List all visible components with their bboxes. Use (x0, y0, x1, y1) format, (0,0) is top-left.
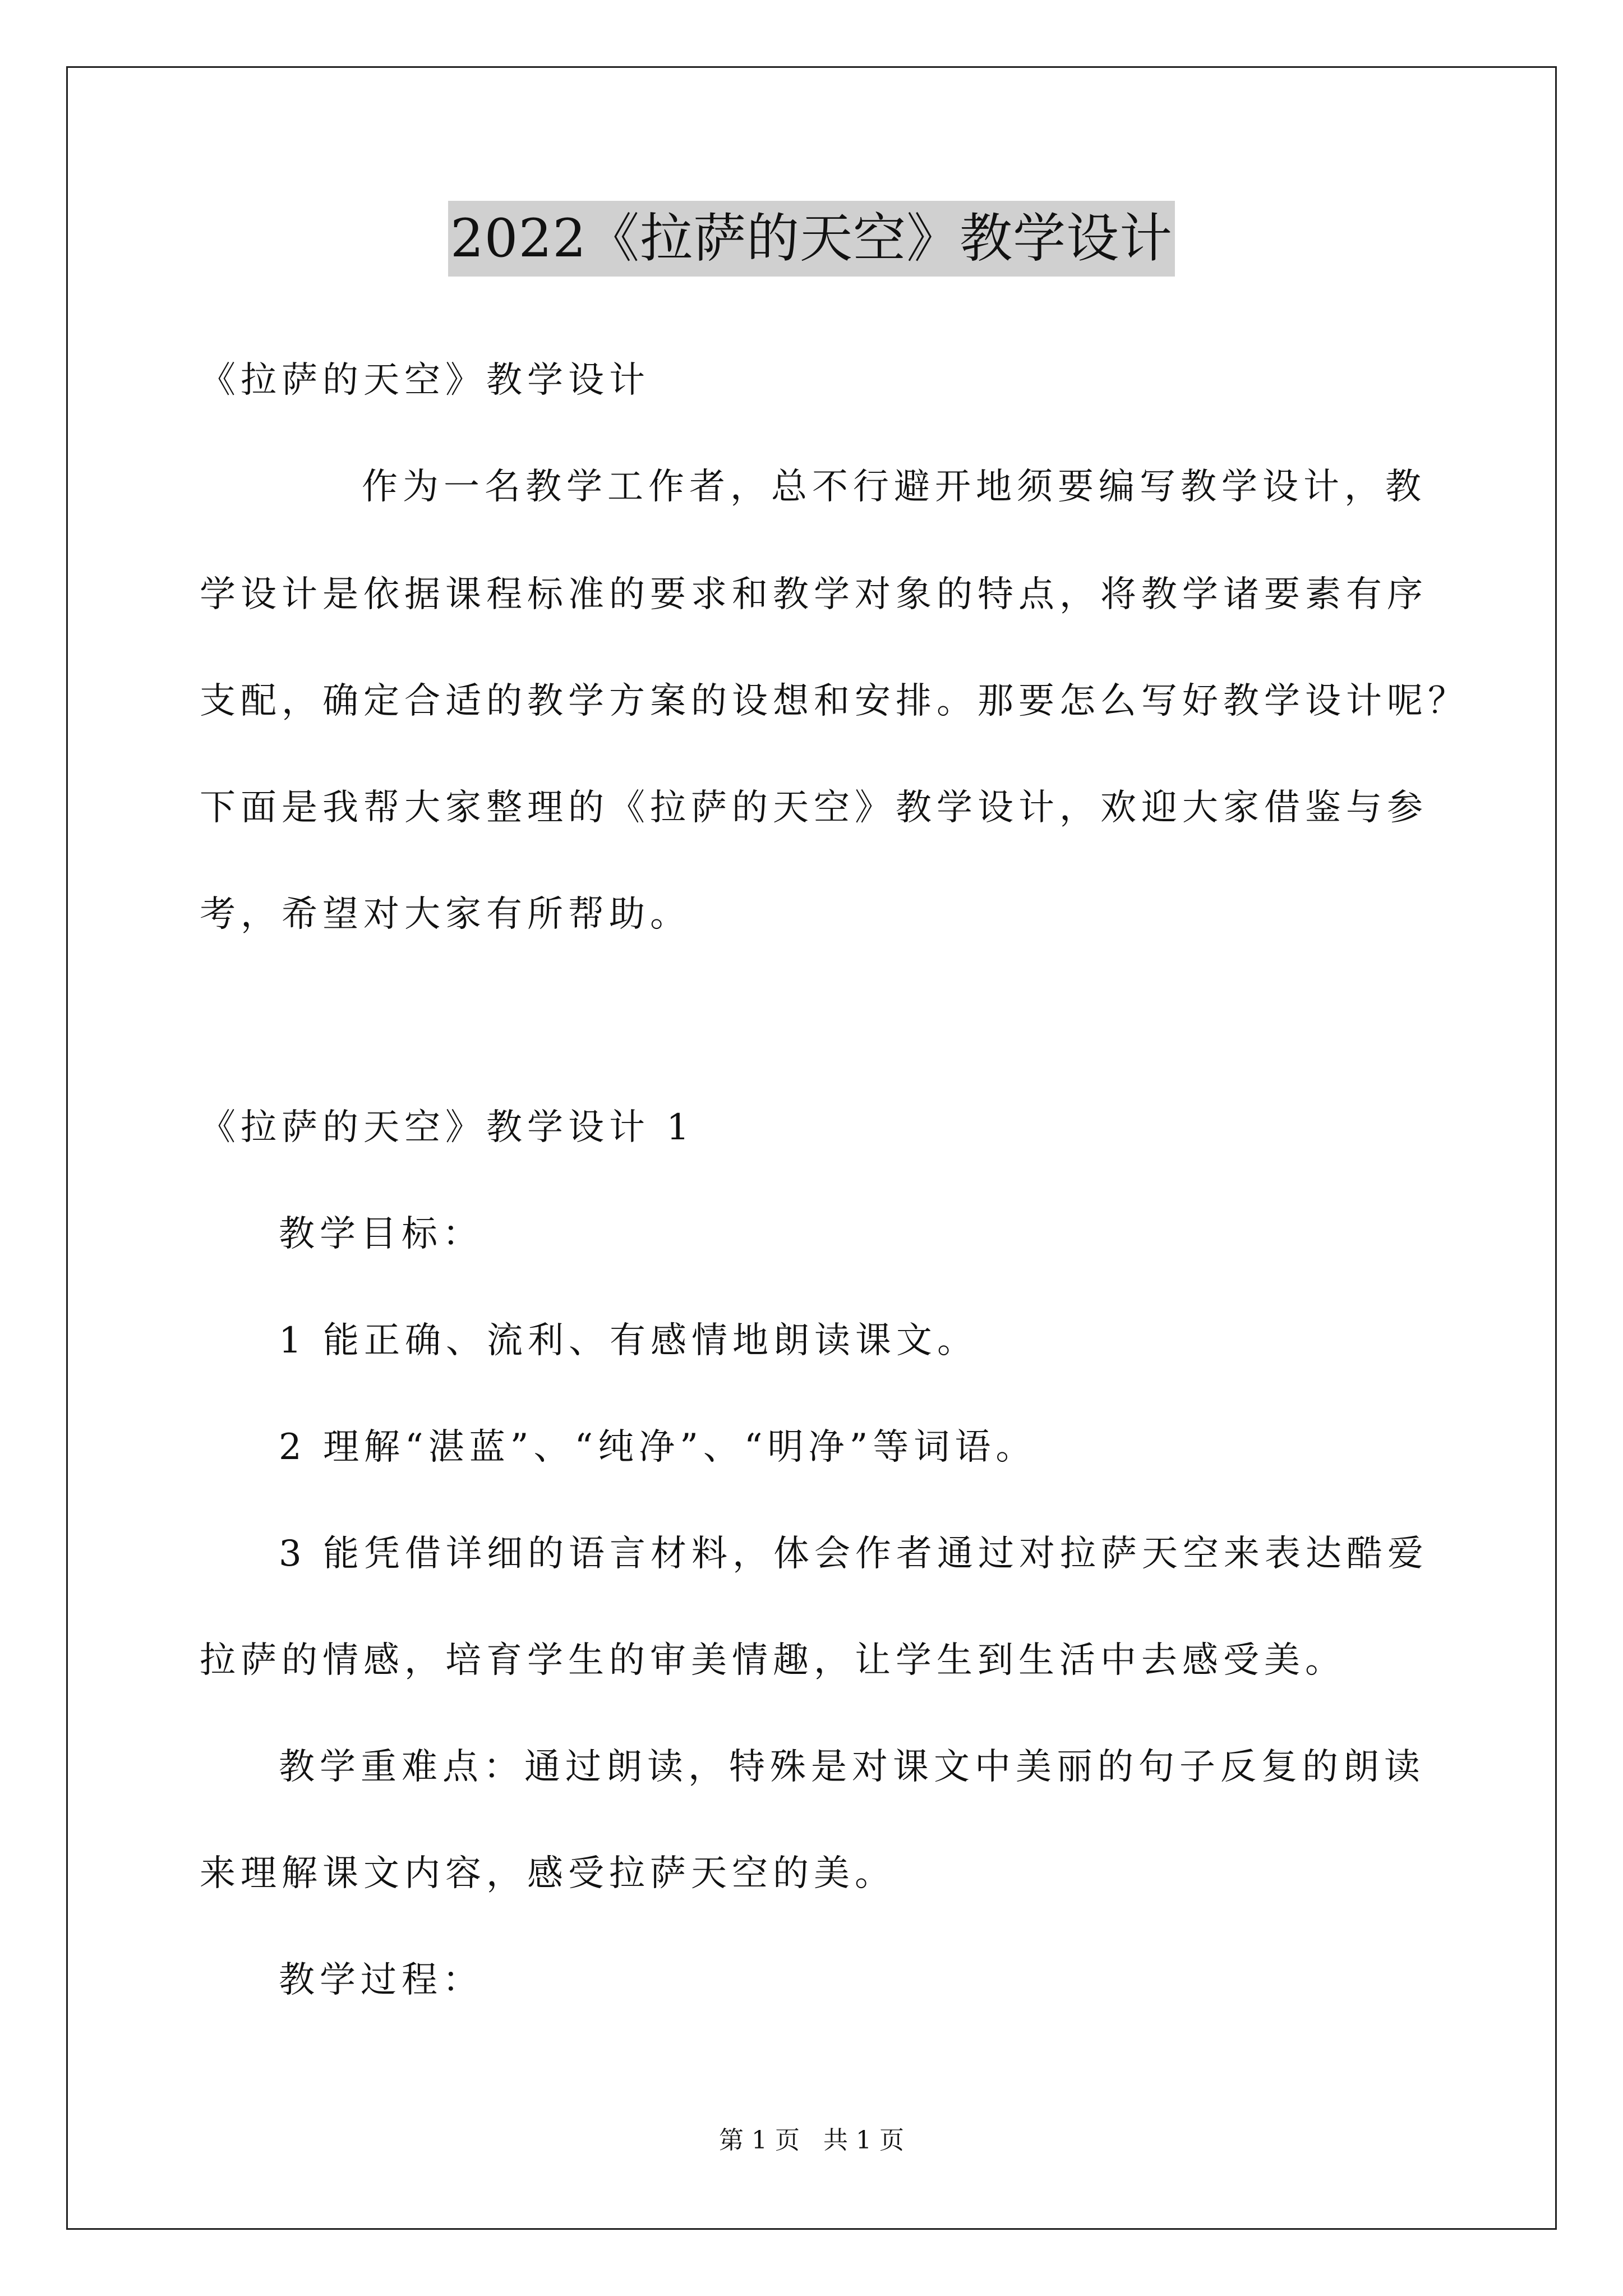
page-footer (0, 2125, 1623, 2156)
title-container (0, 201, 1623, 277)
intro-line-4: 下面是我帮大家整理的《拉萨的天空》教学设计，欢迎大家借鉴与参 (200, 787, 1428, 829)
intro-line-3: 支配，确定合适的教学方案的设想和安排。那要怎么写好教学设计呢？ (200, 680, 1469, 722)
section-heading: 《拉萨的天空》教学设计 1 (200, 1107, 695, 1148)
goal-2: 2 理解“湛蓝”、“纯净”、“明净”等词语。 (279, 1427, 1037, 1468)
intro-line-5: 考，希望对大家有所帮助。 (200, 894, 691, 935)
page-number-total: 共 1 页 (823, 2126, 904, 2155)
goal-3-line-2: 拉萨的情感，培育学生的审美情趣，让学生到生活中去感受美。 (200, 1640, 1346, 1681)
process-heading: 教学过程： (279, 1959, 483, 2001)
goals-heading: 教学目标： (279, 1213, 483, 1255)
key-points-line-2: 来理解课文内容，感受拉萨天空的美。 (200, 1853, 896, 1894)
intro-line-1: 作为一名教学工作者，总不行避开地须要编写教学设计，教 (362, 466, 1426, 508)
goal-3-line-1: 3 能凭借详细的语言材料，体会作者通过对拉萨天空来表达酷爱 (279, 1533, 1429, 1575)
goal-1: 1 能正确、流利、有感情地朗读课文。 (279, 1320, 979, 1361)
page-number-current: 第 1 页 (719, 2126, 800, 2155)
intro-line-2: 学设计是依据课程标准的要求和教学对象的特点，将教学诸要素有序 (200, 574, 1428, 615)
document-title: 2022《拉萨的天空》教学设计 (448, 201, 1175, 277)
key-points-line-1: 教学重难点：通过朗读，特殊是对课文中美丽的句子反复的朗读 (279, 1746, 1425, 1788)
document-subtitle: 《拉萨的天空》教学设计 (200, 360, 650, 401)
